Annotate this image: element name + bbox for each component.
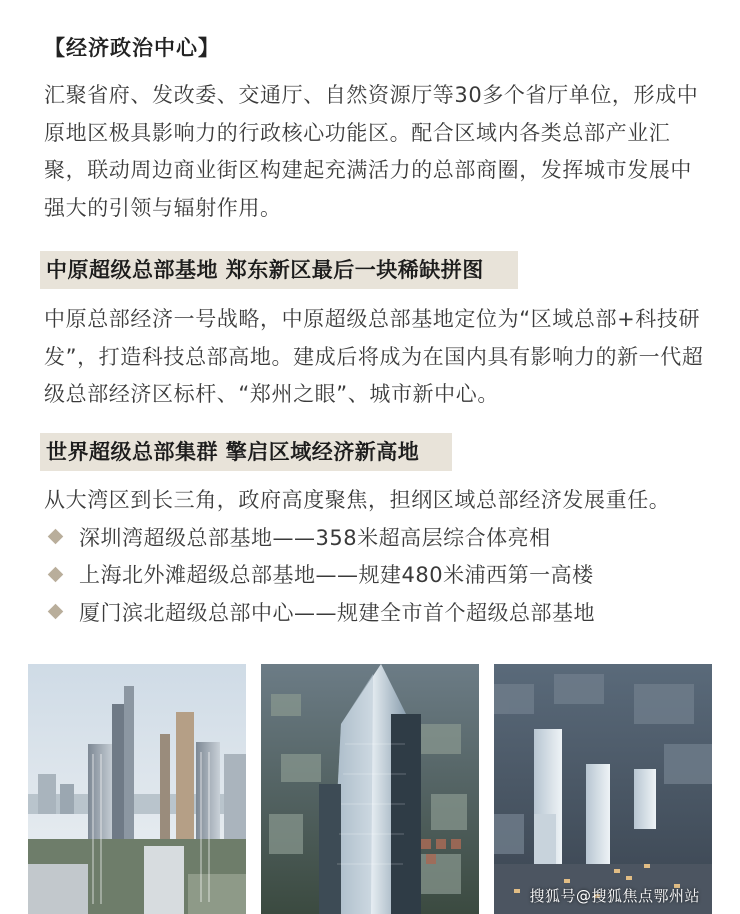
list-item (46, 593, 706, 631)
section-paragraph-zhongyuan-hq-base: 中原总部经济一号战略，中原超级总部基地定位为“区域总部+科技研发”，打造科技总部高地。建成后将成为在国内具有影响力的新一代超级总部经济区标杆、“郑州之眼”、城市新中心。 (44, 307, 704, 406)
highlight-heading-zhongyuan-hq-base: 中原超级总部基地 郑东新区最后一块稀缺拼图 (40, 251, 518, 289)
diamond-bullet-icon (48, 604, 64, 620)
list-item (46, 518, 706, 556)
list-item-text: 厦门滨北超级总部中心——规建全市首个超级总部基地 (79, 600, 595, 625)
skyline-photo-binbei-center (494, 664, 712, 914)
highlight-heading-world-hq-cluster: 世界超级总部集群 擎启区域经济新高地 (40, 433, 452, 471)
list-item (46, 556, 706, 594)
section-paragraph-world-hq-cluster: 从大湾区到长三角，政府高度聚焦，担纲区域总部经济发展重任。 (44, 488, 671, 512)
skyline-photo-shenzhen-bay (28, 664, 246, 914)
watermark: 搜狐号@搜狐焦点鄂州站 (529, 887, 700, 905)
diamond-bullet-icon (48, 566, 64, 582)
list-item-text: 上海北外滩超级总部基地——规建480米浦西第一高楼 (79, 563, 594, 588)
skyline-photo-strip (28, 664, 714, 914)
section-heading-economic-political-center: 【经济政治中心】 (44, 36, 220, 60)
section-paragraph-economic-political-center: 汇聚省府、发改委、交通厅、自然资源厅等30多个省厅单位，形成中原地区极具影响力的行政核心功能区。配合区域内各类总部产业汇聚，联动周边商业街区构建起充满活力的总部商圈，发挥城市发展中强大的引领与辐射作用。 (44, 83, 699, 220)
skyline-photo-north-bund-tower (261, 664, 479, 914)
list-item-text: 深圳湾超级总部基地——358米超高层综合体亮相 (79, 525, 551, 550)
hq-base-bullet-list (46, 518, 706, 631)
diamond-bullet-icon (48, 529, 64, 545)
